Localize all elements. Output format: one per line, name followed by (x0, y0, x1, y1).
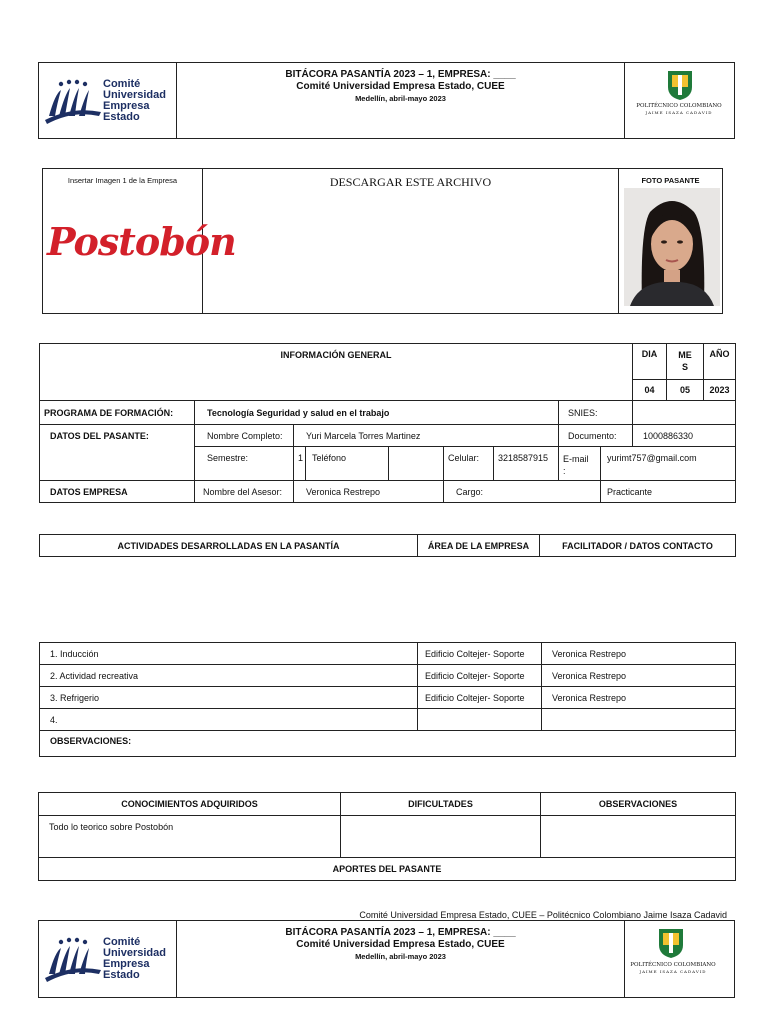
dia-value: 04 (633, 380, 667, 401)
poli-logo (624, 63, 734, 138)
area-cell: Edificio Coltejer- Soporte (418, 665, 542, 687)
poli-name: POLITÉCNICO COLOMBIANO (636, 103, 722, 109)
semestre-value: 1 (294, 447, 306, 481)
celular-value: 3218587915 (494, 447, 559, 481)
cuee-logo (39, 63, 177, 138)
cuee-logo-line: Empresa (103, 958, 150, 970)
cuee-logo-line: Universidad (103, 947, 166, 959)
pasante-label: DATOS DEL PASANTE: (40, 425, 195, 481)
ano-label: AÑO (704, 344, 736, 380)
celular-label: Celular: (444, 447, 494, 481)
intern-photo (624, 188, 720, 306)
area-cell: Edificio Coltejer- Soporte (418, 687, 542, 709)
activity-cell: 3. Refrigerio (40, 687, 418, 709)
document-title: BITÁCORA PASANTÍA 2023 – 1, EMPRESA: ____ (285, 69, 516, 80)
facilitator-cell: Veronica Restrepo (542, 643, 736, 665)
email-label: E-mail : (559, 447, 601, 481)
general-info-title (40, 344, 633, 401)
cargo-label: Cargo: (444, 481, 601, 503)
documento-label: Documento: (559, 425, 633, 447)
observations-cell (541, 816, 736, 858)
nombre-value: Yuri Marcela Torres Martinez (294, 425, 559, 447)
table-row (40, 643, 736, 665)
insert-image-label: Insertar Imagen 1 de la Empresa (67, 176, 178, 185)
document-title: BITÁCORA PASANTÍA 2023 – 1, EMPRESA: ____ (285, 927, 516, 938)
observaciones-label: OBSERVACIONES: (40, 731, 736, 757)
company-logo: Postobón (47, 219, 236, 264)
poli-shield-icon (657, 927, 685, 959)
activity-cell: 1. Inducción (40, 643, 418, 665)
activities-header-table (39, 534, 736, 557)
area-cell (418, 709, 542, 731)
difficulties-col-header: DIFICULTADES (341, 793, 541, 816)
snies-value (633, 401, 736, 425)
photo-label: FOTO PASANTE (641, 176, 700, 185)
table-row (40, 687, 736, 709)
page-header (38, 62, 735, 139)
facilitator-cell (542, 709, 736, 731)
document-date: Medellín, abril-mayo 2023 (355, 94, 446, 103)
cuee-logo-line: Empresa (103, 99, 150, 112)
email-value: yurimt757@gmail.com (601, 447, 736, 481)
table-row (40, 709, 736, 731)
general-info-table (39, 343, 736, 503)
asesor-value: Veronica Restrepo (294, 481, 444, 503)
document-date: Medellín, abril-mayo 2023 (355, 952, 446, 961)
knowledge-cell: Todo lo teorico sobre Postobón (39, 816, 341, 858)
area-cell: Edificio Coltejer- Soporte (418, 643, 542, 665)
telefono-value (389, 447, 444, 481)
poli-sub: JAIME ISAZA CADAVID (645, 110, 713, 115)
ano-value: 2023 (704, 380, 736, 401)
table-row (40, 665, 736, 687)
cuee-logo-line: Comité (103, 77, 141, 90)
poli-logo (624, 921, 734, 997)
programa-label: PROGRAMA DE FORMACIÓN: (40, 401, 195, 425)
snies-label: SNIES: (559, 401, 633, 425)
facilitator-cell: Veronica Restrepo (542, 665, 736, 687)
cuee-logo (39, 921, 177, 997)
mes-label: ME S (667, 344, 704, 380)
document-subtitle: Comité Universidad Empresa Estado, CUEE (296, 81, 505, 92)
activity-cell: 4. (40, 709, 418, 731)
mes-value: 05 (667, 380, 704, 401)
cuee-logo-line: Estado (103, 969, 140, 981)
aportes-label: APORTES DEL PASANTE (39, 858, 736, 881)
cuee-logo-line: Universidad (103, 88, 166, 101)
activities-table (39, 642, 736, 757)
download-label: DESCARGAR ESTE ARCHIVO (329, 175, 492, 189)
programa-value: Tecnología Seguridad y salud en el trabajo (195, 401, 559, 425)
area-col-header: ÁREA DE LA EMPRESA (418, 535, 540, 557)
cuee-logo-line: Estado (103, 110, 140, 123)
dia-label: DIA (633, 344, 667, 380)
page-header-repeat (38, 920, 735, 998)
semestre-label: Semestre: (195, 447, 294, 481)
asesor-label: Nombre del Asesor: (195, 481, 294, 503)
cuee-logo-icon (43, 934, 103, 984)
general-info-title-text: INFORMACIÓN GENERAL (280, 350, 392, 360)
poli-name: POLITÉCNICO COLOMBIANO (630, 962, 716, 968)
facilitator-col-header: FACILITADOR / DATOS CONTACTO (540, 535, 736, 557)
poli-shield-icon (666, 69, 694, 101)
documento-value: 1000886330 (633, 425, 736, 447)
empresa-label: DATOS EMPRESA (40, 481, 195, 503)
poli-sub: JAIME ISAZA CADAVID (639, 969, 707, 974)
knowledge-col-header: CONOCIMIENTOS ADQUIRIDOS (39, 793, 341, 816)
activities-col-header: ACTIVIDADES DESARROLLADAS EN LA PASANTÍA (40, 535, 418, 557)
images-row (42, 168, 723, 314)
knowledge-table (38, 792, 736, 881)
cuee-logo-line: Comité (103, 936, 141, 948)
footer-text: Comité Universidad Empresa Estado, CUEE – Politécnico Colombiano Jaime Isaza Cadavid (359, 910, 727, 920)
document-subtitle: Comité Universidad Empresa Estado, CUEE (296, 939, 505, 950)
nombre-label: Nombre Completo: (195, 425, 294, 447)
activity-cell: 2. Actividad recreativa (40, 665, 418, 687)
cuee-logo-icon (43, 76, 103, 126)
telefono-label: Teléfono (306, 447, 389, 481)
facilitator-cell: Veronica Restrepo (542, 687, 736, 709)
cargo-value: Practicante (601, 481, 736, 503)
difficulties-cell (341, 816, 541, 858)
observations-col-header: OBSERVACIONES (541, 793, 736, 816)
